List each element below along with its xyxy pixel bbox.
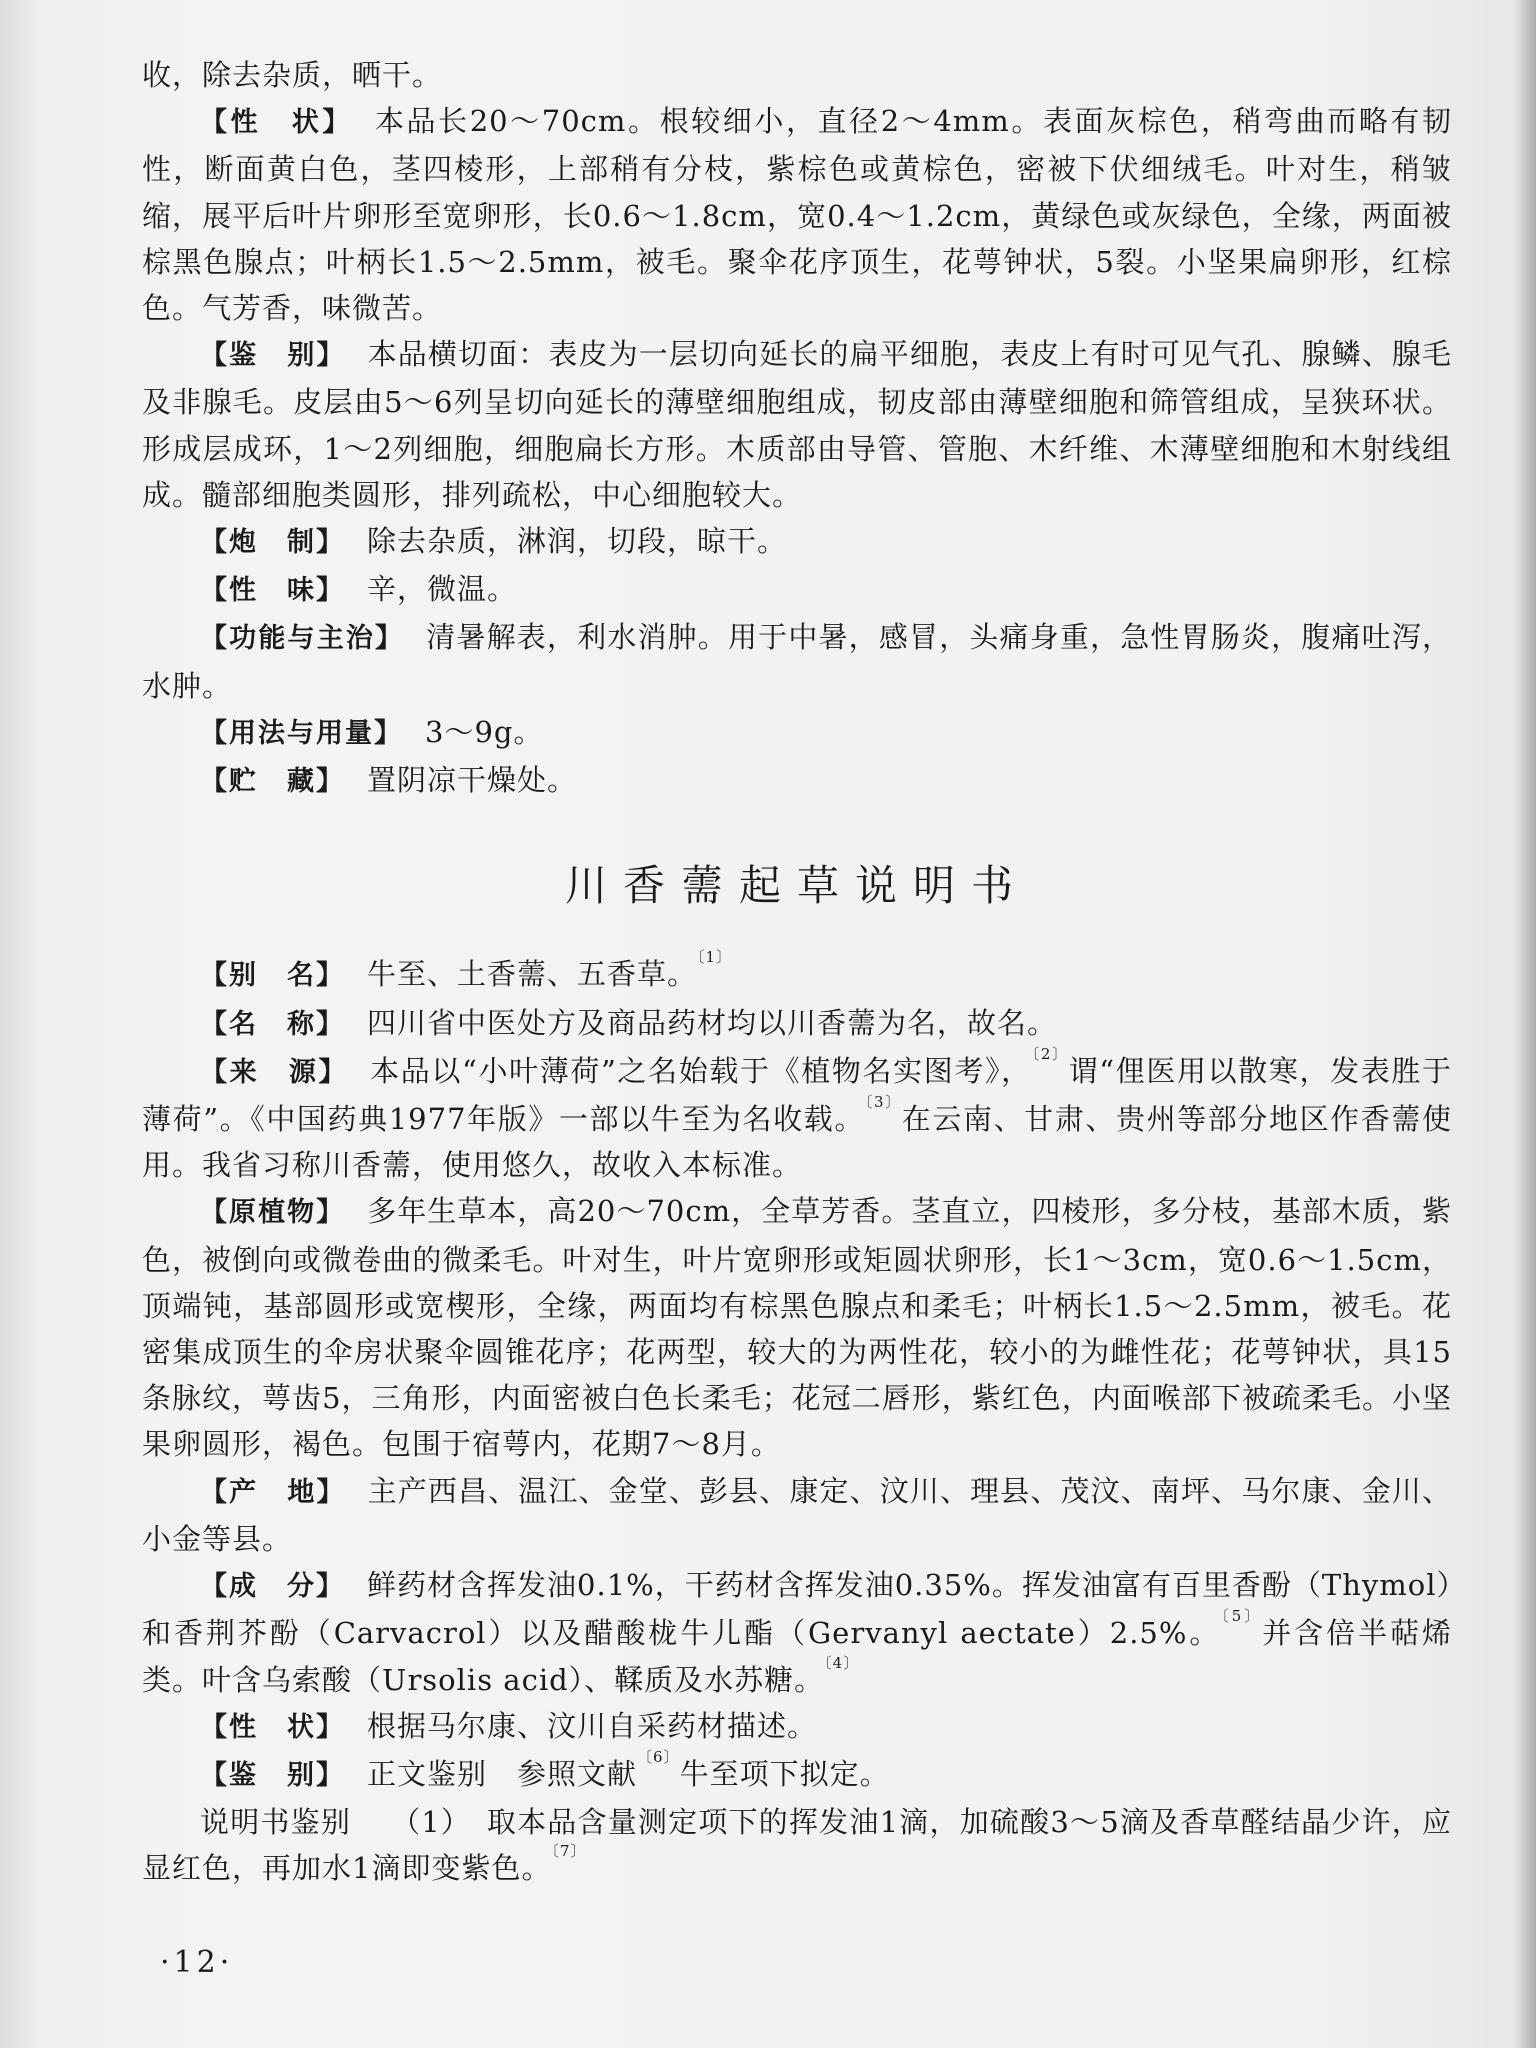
section-label: 【性 状】 [200, 1711, 345, 1743]
section-laiyuan [142, 1044, 1453, 1189]
section-xingzhuang [142, 98, 1452, 331]
section-text: 在云南、甘肃、贵州等部分地区作香薷使用。我省习称川香薷，使用悠久，故收入本标准。 [142, 1102, 1452, 1183]
section-jianbie-2 [142, 1747, 1452, 1799]
section-label: 【原植物】 [200, 1197, 346, 1229]
section-text: 根据马尔康、汶川自采药材描述。 [367, 1708, 818, 1743]
section-label: 【鉴 别】 [200, 1759, 345, 1791]
section-text: 谓“俚医用以散寒，发表胜于薄荷”。《中国药典1977年版》一部以牛至为名收载。 [142, 1053, 1453, 1137]
reference-marker: 〔5〕 [1221, 1607, 1263, 1626]
section-text: 牛至项下拟定。 [679, 1756, 890, 1791]
section-chengfen [142, 1562, 1452, 1703]
section-text: 本品以“小叶薄荷”之名始载于《植物名实图考》， [370, 1053, 1032, 1088]
section-zhucang [142, 757, 1452, 805]
section-xingzhuang-2 [142, 1703, 1452, 1751]
page-number: ·12· [160, 1945, 234, 1980]
section-xingwei [142, 566, 1452, 614]
section-text: 正文鉴别 参照文献 [367, 1756, 638, 1791]
section-label: 【性 状】 [200, 107, 353, 139]
section-text: 清暑解表，利水消肿。用于中暑，感冒，头痛身重，急性胃肠炎，腹痛吐泻，水肿。 [142, 620, 1452, 703]
section-text: 3～9g。 [425, 714, 544, 749]
section-text: 牛至、土香薷、五香草。 [367, 957, 698, 992]
section-text: 辛，微温。 [367, 572, 518, 607]
section-text: 本品长20～70cm。根较细小，直径2～4mm。表面灰棕色，稍弯曲而略有韧性，断面黄白色，茎四棱形，上部稍有分枝，紫棕色或黄棕色，密被下伏细绒毛。叶对生，稍皱缩，展平后叶片卵形至宽卵形，长0.6～1.8cm，宽0.4～1.2cm，黄绿色或灰绿色，全缘，两面被棕黑色腺点；叶柄长1.5～2.5mm，被毛。聚伞花序顶生，花萼钟状，5裂。小坚果扁卵形，红棕色。气芳香，味微苦。 [142, 104, 1452, 326]
section-label: 【用法与用量】 [200, 717, 403, 749]
section-text: （1） 取本品含量测定项下的挥发油1滴，加硫酸3～5滴及香草醛结晶少许，应显红色，再加水1滴即变紫色。 [142, 1805, 1452, 1886]
section-text: 置阴凉干燥处。 [367, 763, 578, 798]
section-label: 【来 源】 [200, 1056, 349, 1088]
reference-marker: 〔2〕 [1031, 1044, 1069, 1063]
section-label: 【炮 制】 [200, 527, 345, 559]
section-smsjb [142, 1799, 1452, 1891]
section-label: 【成 分】 [200, 1571, 346, 1603]
section-label: 【贮 藏】 [200, 766, 345, 798]
reference-marker: 〔6〕 [637, 1747, 680, 1766]
reference-marker: 〔7〕 [551, 1842, 587, 1861]
section-chandi [142, 1468, 1452, 1562]
section-label: 【产 地】 [200, 1476, 346, 1508]
section-text: 四川省中医处方及商品药材均以川香薷为名，故名。 [367, 1005, 1058, 1040]
section-text: 除去杂质，淋润，切段，晾干。 [367, 524, 788, 559]
section-text: 本品横切面：表皮为一层切向延长的扁平细胞，表皮上有时可见气孔、腺鳞、腺毛及非腺毛。皮层由5～6列呈切向延长的薄壁细胞组成，韧皮部由薄壁细胞和筛管组成，呈狭环状。形成层成环，1～2列细胞，细胞扁长方形。木质部由导管、管胞、木纤维、木薄壁细胞和木射线组成。髓部细胞类圆形，排列疏松，中心细胞较大。 [142, 337, 1452, 512]
section-yongfa [142, 709, 1452, 757]
section-text: 主产西昌、温江、金堂、彭县、康定、汶川、理县、茂汶、南坪、马尔康、金川、小金等县。 [142, 1473, 1452, 1556]
page-edge-shadow [1514, 0, 1536, 2048]
reference-marker: 〔1〕 [697, 948, 733, 967]
paragraph-harvest: 收，除去杂质，晒干。 [142, 58, 443, 92]
text-body [142, 52, 1452, 1892]
section-mingcheng [142, 1000, 1452, 1048]
reference-marker: 〔4〕 [824, 1653, 860, 1672]
section-jianbie [142, 331, 1452, 518]
section-label: 【性 味】 [200, 575, 345, 607]
reference-marker: 〔3〕 [864, 1093, 902, 1112]
section-label: 【功能与主治】 [200, 623, 405, 655]
section-bieming [142, 948, 1452, 999]
document-title: 川香薷起草说明书 [564, 861, 1029, 911]
section-text: 多年生草本，高20～70cm，全草芳香。茎直立，四棱形，多分枝，基部木质，紫色，被倒向或微卷曲的微柔毛。叶对生，叶片宽卵形或矩圆状卵形，长1～3cm，宽0.6～1.5cm，顶端钝，基部圆形或宽楔形，全缘，两面均有棕黑色腺点和柔毛；叶柄长1.5～2.5mm，被毛。花密集成顶生的伞房状聚伞圆锥花序；花两型，较大的为两性花，较小的为雌性花；花萼钟状，具15条脉纹，萼齿5，三角形，内面密被白色长柔毛；花冠二唇形，紫红色，内面喉部下被疏柔毛。小坚果卵圆形，褐色。包围于宿萼内，花期7～8月。 [142, 1194, 1453, 1462]
section-gongneng [142, 614, 1452, 708]
section-label: 【鉴 别】 [200, 340, 346, 372]
section-yuanzhiwu [142, 1188, 1452, 1467]
section-text: 并含倍半萜烯类。叶含乌索酸（Ursolis acid）、鞣质及水苏糖。 [142, 1616, 1452, 1697]
section-text: 鲜药材含挥发油0.1%，干药材含挥发油0.35%。挥发油富有百里香酚（Thymol）和香荆芥酚（Carvacrol）以及醋酸栊牛儿酯（Gervanyl aectate）2.5%。 [142, 1568, 1452, 1651]
section-label: 【别 名】 [200, 960, 345, 992]
section-label: 说明书鉴别 [200, 1805, 352, 1840]
section-paozhi [142, 518, 1452, 566]
section-label: 【名 称】 [200, 1008, 345, 1040]
